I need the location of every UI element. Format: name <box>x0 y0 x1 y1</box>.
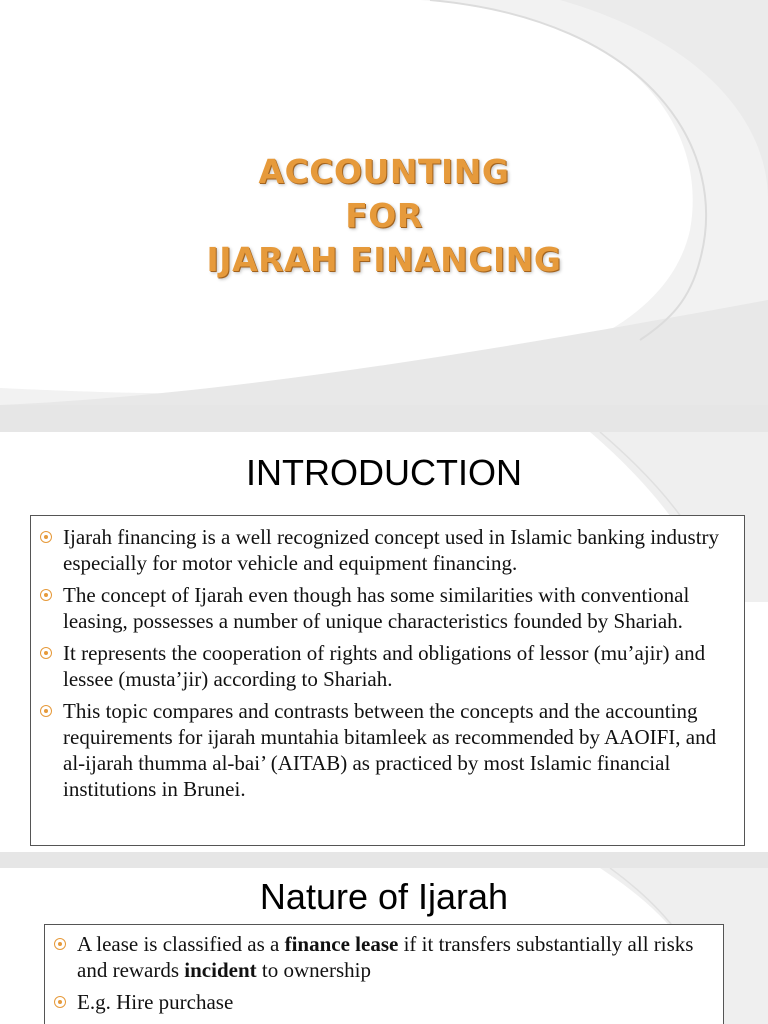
title-slide <box>0 0 768 405</box>
bullet-icon <box>40 647 52 659</box>
slide-heading: INTRODUCTION <box>246 452 522 493</box>
bullet-icon <box>40 531 52 543</box>
list-item: E.g. Hire purchase <box>45 989 713 1015</box>
bullet-icon <box>54 938 66 950</box>
bullet-list <box>31 524 734 802</box>
slide-gap <box>0 405 768 432</box>
content-box <box>30 515 745 846</box>
bullet-icon <box>54 996 66 1008</box>
slide-title-line-2: FOR <box>345 196 423 235</box>
slide-gap <box>0 852 768 868</box>
list-item: A lease is classified as a finance lease if it transfers substantially all risks and rewards incident to ownership <box>45 931 713 983</box>
list-item: The concept of Ijarah even though has some similarities with conventional leasing, possesses a number of unique characteristics founded by Shariah. <box>31 582 734 634</box>
list-item: It represents the cooperation of rights and obligations of lessor (mu’ajir) and lessee (musta’jir) according to Shariah. <box>31 640 734 692</box>
list-item: Ijarah financing is a well recognized concept used in Islamic banking industry especially for motor vehicle and equipment financing. <box>31 524 734 576</box>
slide-heading: Nature of Ijarah <box>259 876 509 917</box>
introduction-slide <box>0 432 768 852</box>
slide-title-line-1: ACCOUNTING <box>258 152 510 191</box>
list-item: This topic compares and contrasts between the concepts and the accounting requirements for ijarah muntahia bitamleek as recommended by AAOIFI, and al-ijarah thumma al-bai’ (AITAB) as practiced by most Islamic financial institutions in Brunei. <box>31 698 734 802</box>
bullet-icon <box>40 589 52 601</box>
slide-title-line-3: IJARAH FINANCING <box>206 240 562 279</box>
bullet-icon <box>40 705 52 717</box>
bullet-list <box>45 931 713 1015</box>
nature-slide <box>0 868 768 1024</box>
content-box <box>44 924 724 1024</box>
